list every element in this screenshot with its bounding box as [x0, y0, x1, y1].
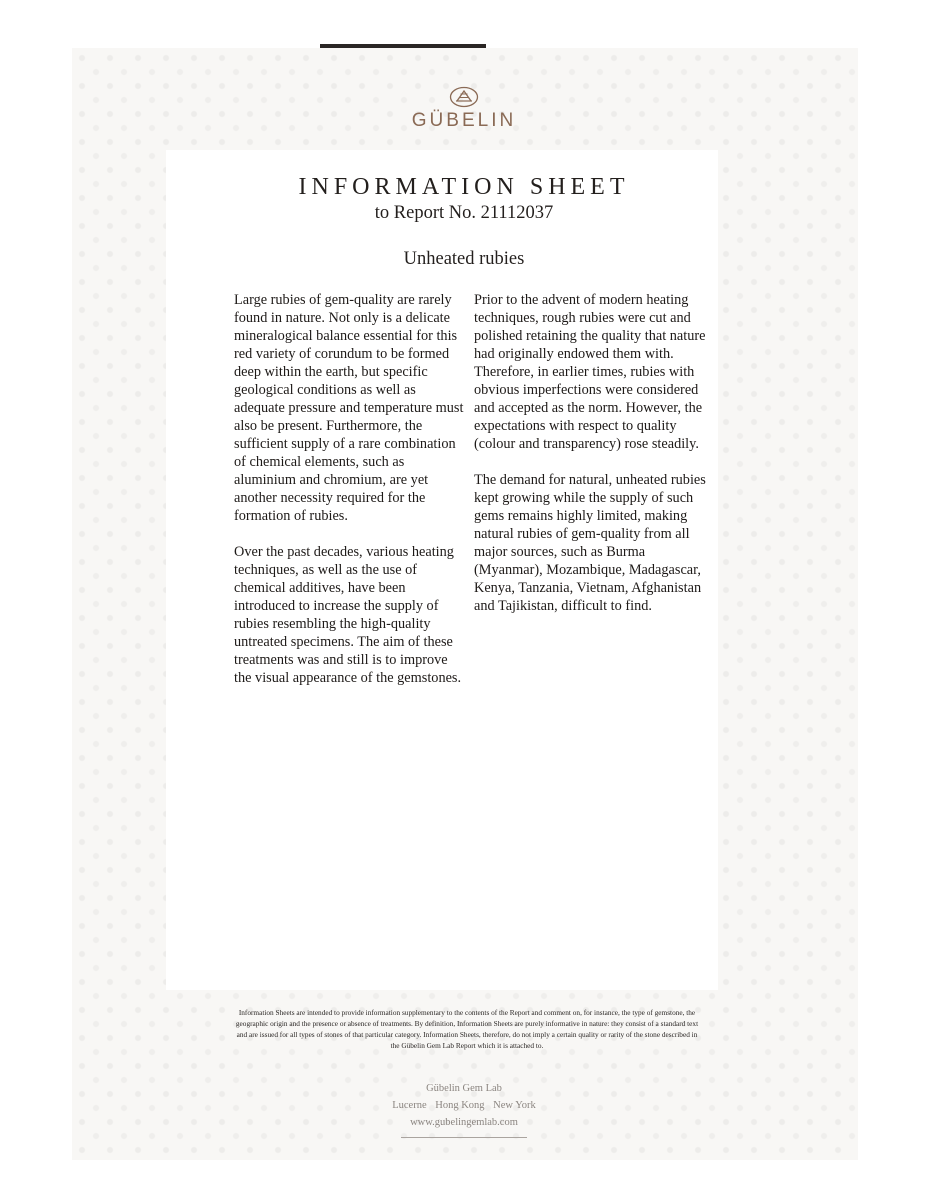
paragraph: Prior to the advent of modern heating techniques, rough rubies were cut and polished retaining the quality that nature had originally endowed them with. Therefore, in earlier times, rubies with obvious imperfections were considered and accepted as the norm. However, the expectations with respect to quality (colour and transparency) rose steadily.	[474, 292, 706, 452]
footer-lab-name: Gübelin Gem Lab	[426, 1083, 502, 1094]
paragraph: Over the past decades, various heating techniques, as well as the use of chemical additives, have been introduced to increase the supply of rubies resembling the high-quality untreated specimens. The aim of these treatments was and still is to improve the visual appearance of the gemstones.	[234, 544, 462, 686]
section-heading: Unheated rubies	[403, 249, 525, 269]
logo-wordmark: GÜBELIN	[411, 110, 517, 131]
location-new-york: New York	[493, 1100, 536, 1111]
footer-divider	[401, 1137, 527, 1138]
disclaimer-text: Information Sheets are intended to provide information supplementary to the contents of the Report and comment on, for instance, the type of gemstone, the geographic origin and the presence or absence of treatments. By definition, Information Sheets are purely informative in nature: they consist of a standard text and are issued for all types of stones of that particular category. Information Sheets, therefore, do not imply a certain quality or rarity of the stone described in the Gübelin Gem Lab Report which it is attached to.	[235, 1008, 699, 1050]
footer-locations	[0, 1097, 928, 1114]
gubelin-logo	[0, 86, 928, 132]
top-edge-mark	[320, 44, 486, 48]
report-number: to Report No. 21112037	[374, 203, 554, 223]
footer	[0, 1080, 928, 1138]
left-text-column	[234, 291, 466, 705]
paragraph: The demand for natural, unheated rubies kept growing while the supply of such gems remains highly limited, making natural rubies of gem-quality from all major sources, such as Burma (Myanmar), Mozambique, Madagascar, Kenya, Tanzania, Vietnam, Afghanistan and Tajikistan, difficult to find.	[474, 472, 706, 614]
footer-website: www.gubelingemlab.com	[410, 1117, 518, 1128]
location-lucerne: Lucerne	[392, 1100, 427, 1111]
page-title: INFORMATION SHEET	[298, 174, 630, 200]
gubelin-emblem-icon	[449, 86, 479, 108]
location-hong-kong: Hong Kong	[435, 1100, 485, 1111]
paragraph: Large rubies of gem-quality are rarely found in nature. Not only is a delicate mineralogical balance essential for this red variety of corundum to be formed deep within the earth, but specific geological conditions as well as adequate pressure and temperature must also be present. Furthermore, the sufficient supply of a rare combination of chemical elements, such as aluminium and chromium, are yet another necessity required for the formation of rubies.	[234, 292, 464, 524]
right-text-column	[474, 291, 706, 633]
